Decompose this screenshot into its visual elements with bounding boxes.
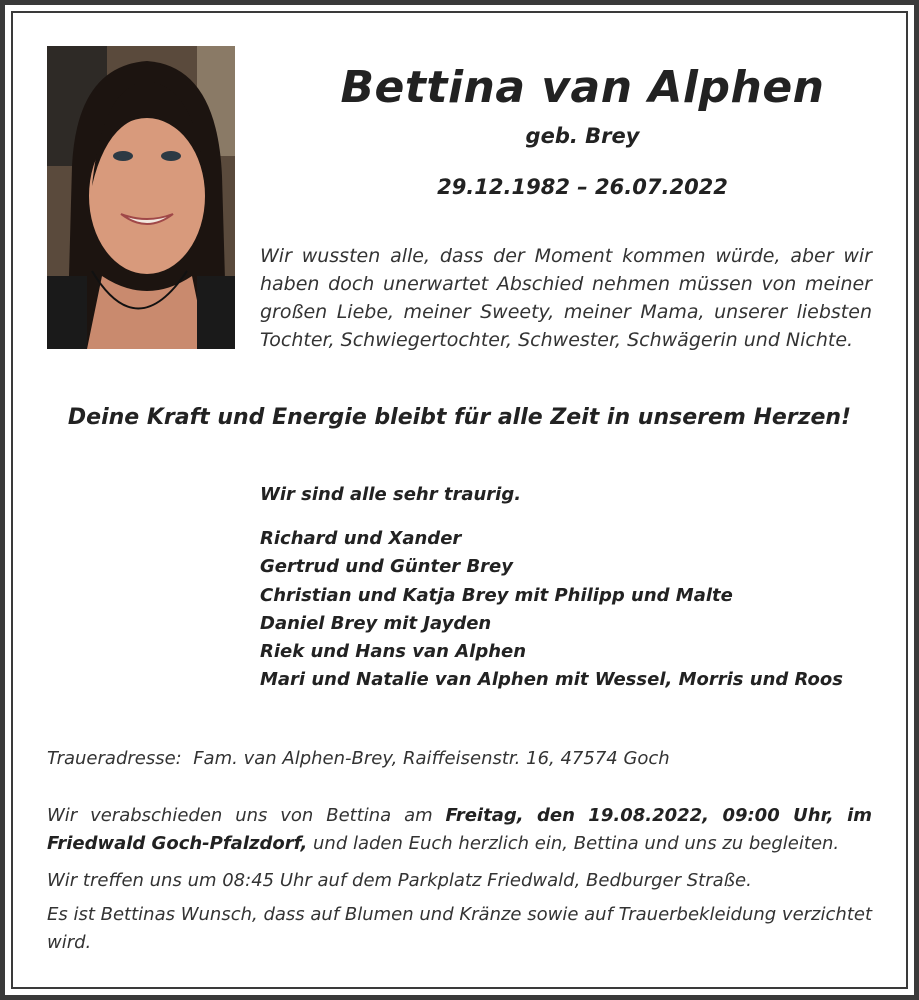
- farewell-paragraph: [47, 802, 872, 858]
- farewell-part1: Wir verabschieden uns von Bettina am: [47, 805, 446, 826]
- meeting-paragraph: Wir treffen uns um 08:45 Uhr auf dem Parkplatz Friedwald, Bedburger Straße.: [47, 870, 752, 891]
- deceased-name: Bettina van Alphen: [340, 62, 825, 113]
- address-label: Traueradresse:: [47, 748, 182, 769]
- list-item: Christian und Katja Brey mit Philipp und Malte: [260, 584, 733, 606]
- mourners-list: [260, 525, 843, 695]
- list-item: Riek und Hans van Alphen: [260, 641, 527, 663]
- life-dates: 29.12.1982 – 26.07.2022: [437, 175, 728, 199]
- list-item: Gertrud und Günter Brey: [260, 556, 513, 578]
- farewell-part2: und laden Euch herzlich ein, Bettina und uns zu begleiten.: [307, 833, 840, 854]
- list-item: Daniel Brey mit Jayden: [260, 612, 492, 634]
- farewell-date-place: Freitag, den 19.08.2022, 09:00 Uhr, im Friedwald Goch-Pfalzdorf,: [47, 805, 873, 854]
- wish-paragraph: Es ist Bettinas Wunsch, dass auf Blumen und Kränze sowie auf Trauerbekleidung verzichtet wird.: [47, 904, 873, 953]
- intro-text: Wir wussten alle, dass der Moment kommen würde, aber wir haben doch unerwartet Abschied nehmen müssen von meiner großen Liebe, meiner Sweety, meiner Mama, unserer liebsten Tochter, Schwiegertochter, Schwester, Schwägerin und Nichte.: [260, 245, 872, 351]
- motto: Deine Kraft und Energie bleibt für alle Zeit in unserem Herzen!: [67, 405, 852, 430]
- mourners-intro: Wir sind alle sehr traurig.: [260, 484, 522, 505]
- address-value: Fam. van Alphen-Brey, Raiffeisenstr. 16, 47574 Goch: [193, 748, 670, 769]
- list-item: Mari und Natalie van Alphen mit Wessel, Morris und Roos: [260, 669, 843, 691]
- list-item: Richard und Xander: [260, 528, 462, 549]
- portrait-photo: [47, 46, 235, 349]
- mourning-address: [47, 748, 670, 769]
- maiden-name: geb. Brey: [525, 124, 640, 148]
